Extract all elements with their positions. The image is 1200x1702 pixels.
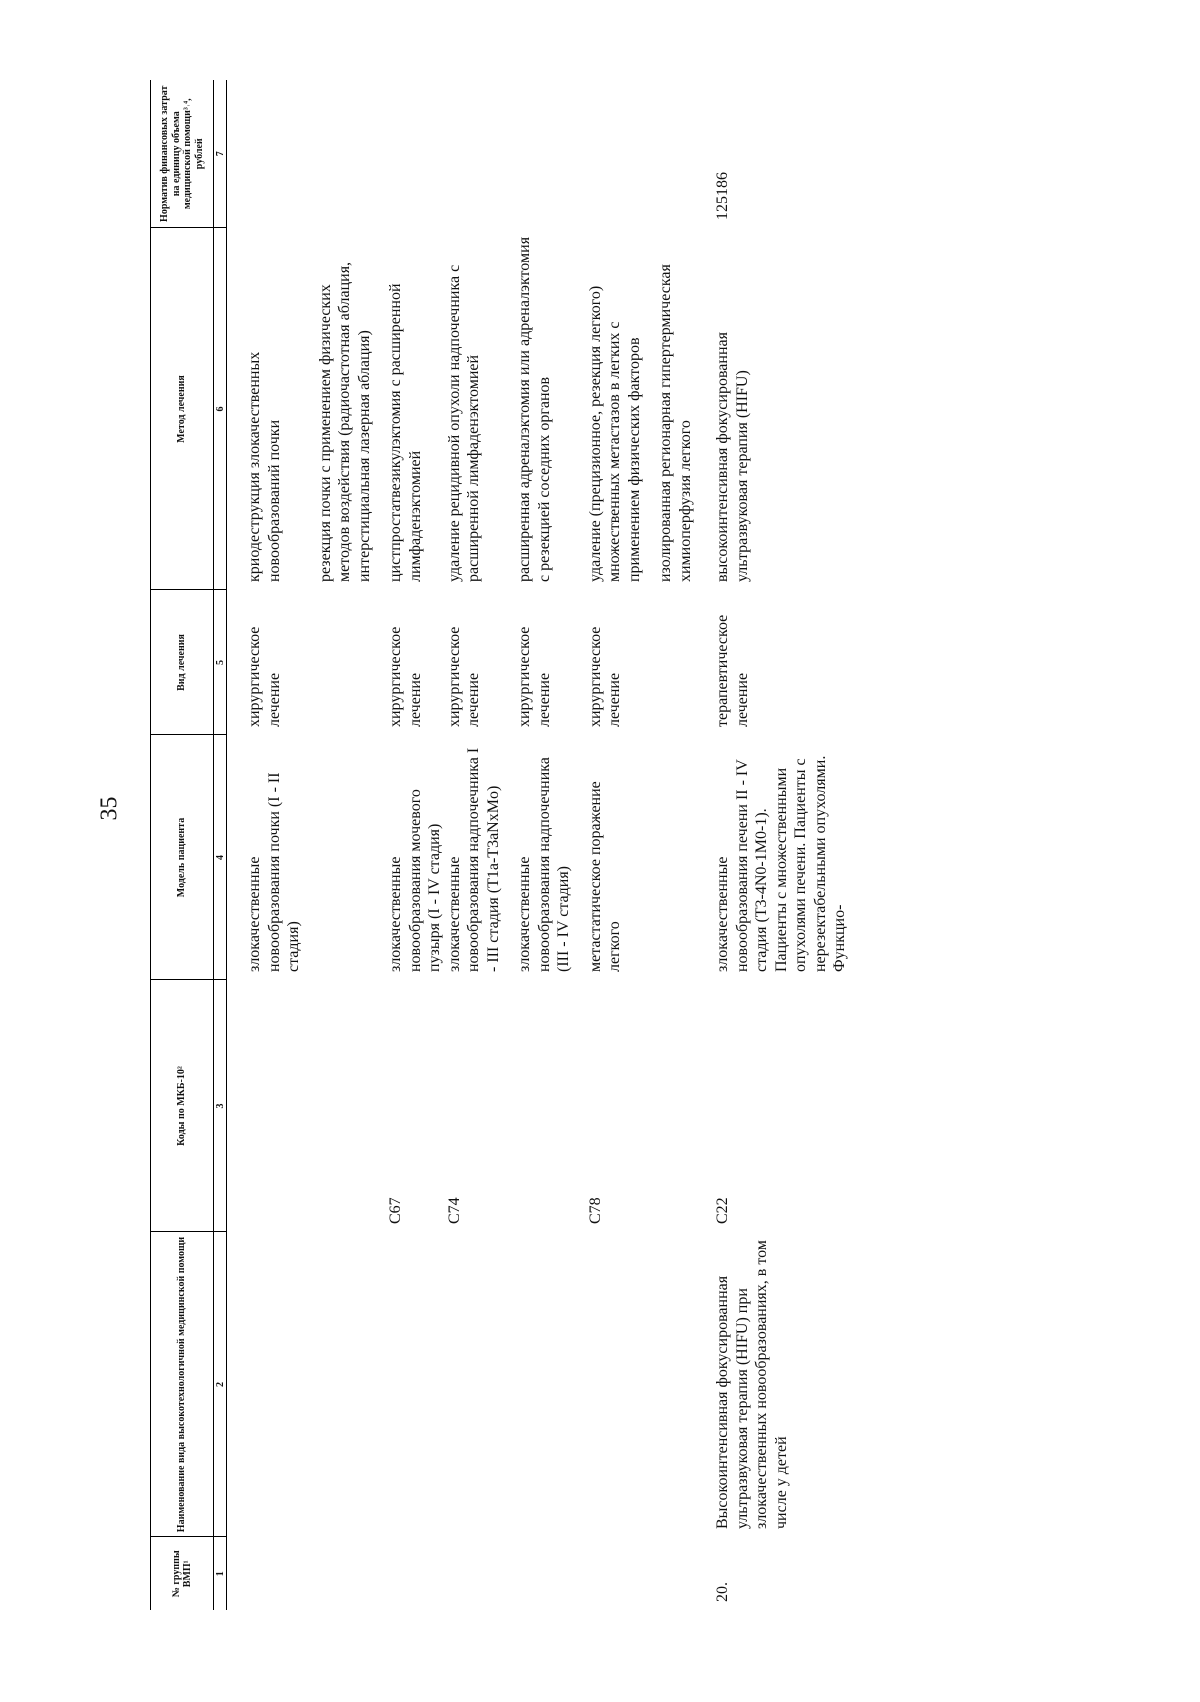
cell-name [586, 1232, 645, 1537]
table-row [316, 80, 375, 1610]
cell-name [445, 1232, 504, 1537]
cell-model: злокачественные новообразования почки (I - II стадия) [246, 772, 302, 972]
header-type: Вид лечения [151, 590, 214, 735]
column-number: 1 [214, 1537, 227, 1610]
cell-type: хирургическое лечение [586, 626, 623, 727]
cell-group [245, 1537, 304, 1610]
cell-method: удаление (прецизионное, резекция легкого) множественных метастазов в легких с применением физических факторов [586, 285, 643, 582]
cell-method: цистпростатвезикулэктомия с расширенной лимфаденэктомией [387, 283, 424, 582]
table-row [386, 80, 445, 1610]
cell-method: резекция почки с применением физических методов воздействия (радиочастотная аблация, интерстициальная лазерная аблация) [316, 261, 373, 582]
header-group: № группы ВМП¹ [151, 1537, 214, 1610]
cell-code: C67 [387, 1197, 404, 1224]
cell-cost [386, 80, 445, 228]
page-number: 35 [96, 796, 123, 821]
cell-model [316, 735, 375, 980]
cell-group [445, 1537, 504, 1610]
cell-method: высокоинтенсивная фокусированная ультразвуковая терапия (HIFU) [714, 332, 751, 582]
cell-cost [445, 80, 504, 228]
cell-code [656, 980, 695, 1232]
table-row [586, 80, 645, 1610]
cell-name [386, 1232, 445, 1537]
cell-name: Высокоинтенсивная фокусированная ультразвуковая терапия (HIFU) при злокачественных новообразованиях, в том числе у детей [714, 1240, 790, 1529]
column-number: 4 [214, 735, 227, 980]
cell-cost [515, 80, 574, 228]
cell-method: изолированная регионарная гипертермическая химиоперфузия легкого [657, 264, 694, 582]
cell-type: хирургическое лечение [387, 626, 424, 727]
cell-group [586, 1537, 645, 1610]
column-number: 7 [214, 80, 227, 228]
cell-type [656, 590, 695, 735]
column-number: 3 [214, 980, 227, 1232]
cell-name [656, 1232, 695, 1537]
table-body [227, 80, 850, 1610]
cell-name [316, 1232, 375, 1537]
table-header [151, 80, 227, 1610]
cell-cost [586, 80, 645, 228]
cell-group: 20. [714, 1582, 731, 1602]
cell-method: криодеструкция злокачественных новообразований почки [246, 351, 283, 582]
table-row [245, 80, 304, 1610]
header-method: Метод лечения [151, 228, 214, 590]
cell-cost [316, 80, 375, 228]
cell-method: расширенная адреналэктомия или адреналэктомия с резекцией соседних органов [516, 236, 553, 582]
cell-cost [245, 80, 304, 228]
cell-method: удаление рецидивной опухоли надпочечника с расширенной лимфаденэктомией [445, 264, 482, 582]
cell-code: C74 [445, 1197, 463, 1224]
cell-group [386, 1537, 445, 1610]
cell-name [245, 1232, 304, 1537]
cell-model [656, 735, 695, 980]
cell-model: злокачественные новообразования надпочечника (III - IV стадия) [516, 757, 572, 972]
vmp-table [150, 80, 850, 1610]
cell-code [515, 980, 574, 1232]
cell-group [515, 1537, 574, 1610]
header-codes: Коды по МКБ-10² [151, 980, 214, 1232]
cell-group [656, 1537, 695, 1610]
cell-group [316, 1537, 375, 1610]
table-row [713, 80, 850, 1610]
table-row [515, 80, 574, 1610]
cell-type [316, 590, 375, 735]
cell-type: хирургическое лечение [246, 626, 283, 727]
cell-model: злокачественные новообразования мочевого пузыря (I - IV стадия) [387, 789, 443, 972]
header-model: Модель пациента [151, 735, 214, 980]
column-number: 2 [214, 1232, 227, 1537]
cell-cost: 125186 [714, 172, 731, 220]
table-row [656, 80, 695, 1610]
cell-name [515, 1232, 574, 1537]
rotated-page-content [150, 80, 1195, 1610]
cell-code [316, 980, 375, 1232]
cell-code: C22 [714, 1197, 731, 1224]
cell-code: C78 [586, 1197, 604, 1224]
cell-type: терапевтическое лечение [714, 614, 751, 727]
header-name: Наименование вида высокотехнологичной медицинской помощи [151, 1232, 214, 1537]
header-cost: Норматив финансовых затрат на единицу объема медицинской помощи³˒⁴, рублей [151, 80, 214, 228]
cell-model: метастатическое поражение легкого [586, 781, 623, 972]
column-number: 6 [214, 228, 227, 590]
cell-cost [656, 80, 695, 228]
cell-code [245, 980, 304, 1232]
column-number: 5 [214, 590, 227, 735]
cell-model: злокачественные новообразования печени II - IV стадия (T3-4N0-1M0-1). Пациенты с множественными опухолями печени. Пациенты с нерезектабельными опухолями. Функцио- [714, 755, 848, 972]
cell-type: хирургическое лечение [516, 626, 553, 727]
cell-model: злокачественные новообразования надпочечника I - III стадия (T1a-T3aNxMo) [445, 747, 502, 972]
table-row [445, 80, 504, 1610]
cell-type: хирургическое лечение [445, 626, 482, 727]
